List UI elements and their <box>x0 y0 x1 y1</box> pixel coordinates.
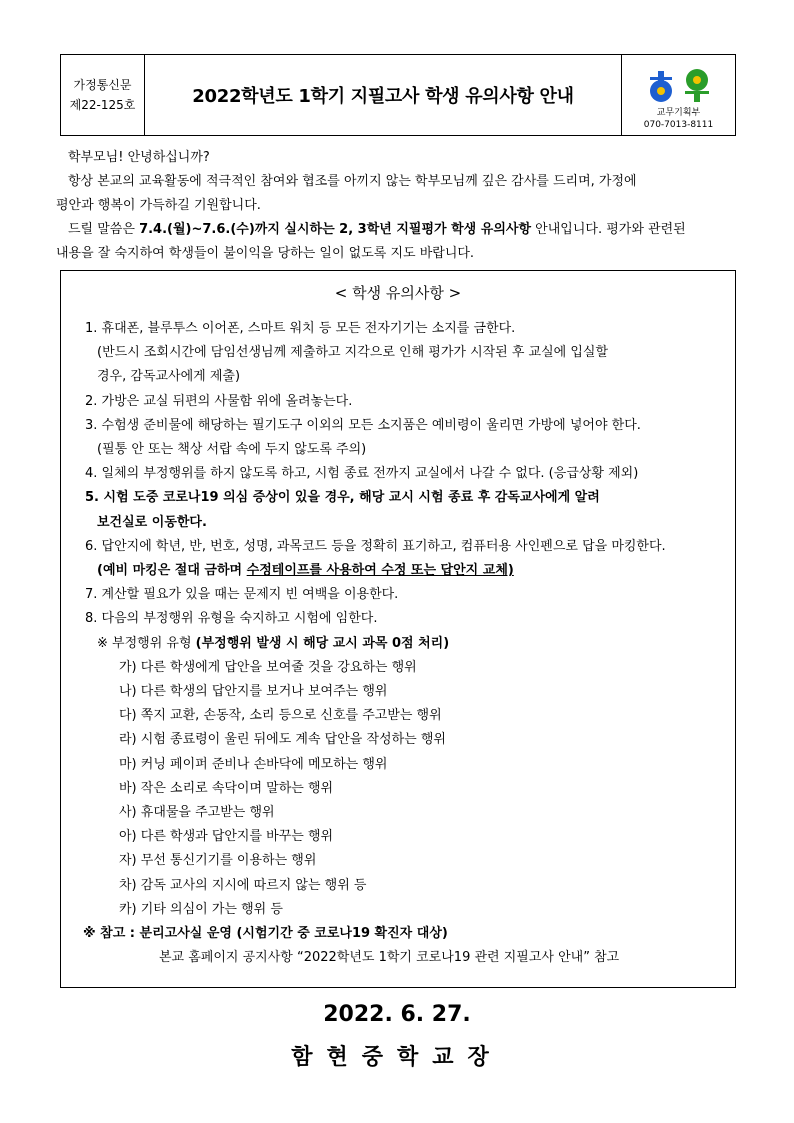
rule-6: 6. 답안지에 학년, 반, 번호, 성명, 과목코드 등을 정확히 표기하고, 컴퓨터용 사인펜으로 답을 마킹한다. <box>85 538 666 554</box>
rule-6-detail-underline: 수정테이프를 사용하여 수정 또는 답안지 교체) <box>246 563 514 579</box>
cheat-item: 아) 다른 학생과 답안지를 바꾸는 행위 <box>119 829 334 845</box>
cheat-heading <box>81 632 721 656</box>
logo-mark-left <box>644 67 678 103</box>
intro-line-3-pre: 드릴 말씀은 <box>68 222 140 237</box>
intro-section <box>56 146 740 266</box>
cheat-item: 다) 쪽지 교환, 손동작, 소리 등으로 신호를 주고받는 행위 <box>119 708 442 724</box>
rule-6-detail-pre: (예비 마킹은 절대 금하며 <box>97 563 247 579</box>
cheat-item: 바) 작은 소리로 속닥이며 말하는 행위 <box>119 780 334 796</box>
doc-number: 제22-125호 <box>69 98 136 112</box>
doc-type: 가정통신문 <box>73 78 132 92</box>
cheat-item: 차) 감독 교사의 지시에 따르지 않는 행위 등 <box>119 877 367 893</box>
rule-7: 7. 계산할 필요가 있을 때는 문제지 빈 여백을 이용한다. <box>85 587 399 603</box>
rule-4: 4. 일체의 부정행위를 하지 않도록 하고, 시험 종료 전까지 교실에서 나갈 수 없다. (응급상황 제외) <box>85 466 639 482</box>
cheat-item: 자) 무선 통신기기를 이용하는 행위 <box>119 853 317 869</box>
cheat-item: 사) 휴대물을 주고받는 행위 <box>119 805 275 821</box>
intro-line-3-post: 안내입니다. 평가와 관련된 <box>531 222 686 237</box>
cheat-item: 나) 다른 학생의 답안지를 보거나 보여주는 행위 <box>119 684 388 700</box>
greeting: 학부모님! 안녕하십니까? <box>68 150 210 165</box>
cheat-heading-pre: ※ 부정행위 유형 <box>97 635 196 651</box>
rule-3-detail: (필통 안 또는 책상 서랍 속에 두지 않도록 주의) <box>97 442 367 458</box>
rules-box <box>60 270 736 988</box>
cheat-item: 가) 다른 학생에게 답안을 보여줄 것을 강요하는 행위 <box>119 659 417 675</box>
dept-cell <box>621 55 735 135</box>
intro-line-1: 항상 본교의 교육활동에 적극적인 참여와 협조를 아끼지 않는 학부모님께 깊은 감사를 드리며, 가정에 <box>68 174 637 189</box>
rule-8: 8. 다음의 부정행위 유형을 숙지하고 시험에 임한다. <box>85 611 378 627</box>
dept-name: 교무기획부 <box>656 108 701 118</box>
issue-date: 2022. 6. 27. <box>323 1002 471 1027</box>
intro-line-2: 평안과 행복이 가득하길 기원합니다. <box>56 198 261 213</box>
school-logo <box>644 67 714 103</box>
logo-mark-right <box>680 67 714 103</box>
rule-5-cont-text: 보건실로 이동한다. <box>97 514 207 530</box>
rule-1-detail-b: 경우, 감독교사에게 제출) <box>97 369 241 385</box>
rule-1-detail-a: (반드시 조회시간에 담임선생님께 제출하고 지각으로 인해 평가가 시작된 후 교실에 입실할 <box>97 345 609 361</box>
cheat-item: 라) 시험 종료령이 울린 뒤에도 계속 답안을 작성하는 행위 <box>119 732 446 748</box>
document-title: 2022학년도 1학기 지필고사 학생 유의사항 안내 <box>192 86 574 107</box>
rule-5 <box>81 486 721 510</box>
cheat-item: 마) 커닝 페이퍼 준비나 손바닥에 메모하는 행위 <box>119 756 388 772</box>
doc-number-cell <box>61 55 145 135</box>
dept-phone: 070-7013-8111 <box>643 120 714 130</box>
document-header <box>60 54 736 136</box>
intro-line-3-bold: 7.4.(월)~7.6.(수)까지 실시하는 2, 3학년 지필평가 학생 유의사항 <box>139 222 532 237</box>
cheat-heading-bold: (부정행위 발생 시 해당 교시 과목 0점 처리) <box>195 635 450 651</box>
rules-list <box>81 317 721 970</box>
rule-3: 3. 수험생 준비물에 해당하는 필기도구 이외의 모든 소지품은 예비령이 울리면 가방에 넣어야 한다. <box>85 417 641 433</box>
rule-6-detail <box>81 559 721 583</box>
note-line-1-text: ※ 참고 : 분리고사실 운영 (시험기간 중 코로나19 확진자 대상) <box>83 926 448 942</box>
intro-line-4: 내용을 잘 숙지하여 학생들이 불이익을 당하는 일이 없도록 지도 바랍니다. <box>56 246 475 261</box>
rules-title: < 학생 유의사항 > <box>334 284 462 302</box>
rule-5-cont <box>81 511 721 535</box>
note-line-1 <box>81 922 721 946</box>
intro-line-3 <box>56 218 740 242</box>
rule-2: 2. 가방은 교실 뒤편의 사물함 위에 올려놓는다. <box>85 393 353 409</box>
cheat-item: 카) 기타 의심이 가는 행위 등 <box>119 901 283 917</box>
rule-5-text: 5. 시험 도중 코로나19 의심 증상이 있을 경우, 해당 교시 시험 종료 후 감독교사에게 알려 <box>85 490 600 506</box>
note-line-2: 본교 홈페이지 공지사항 “2022학년도 1학기 코로나19 관련 지필고사 안내” 참고 <box>159 950 620 966</box>
principal-signature: 함현중학교장 <box>291 1045 503 1070</box>
rule-1: 1. 휴대폰, 블루투스 이어폰, 스마트 워치 등 모든 전자기기는 소지를 금한다. <box>85 321 516 336</box>
